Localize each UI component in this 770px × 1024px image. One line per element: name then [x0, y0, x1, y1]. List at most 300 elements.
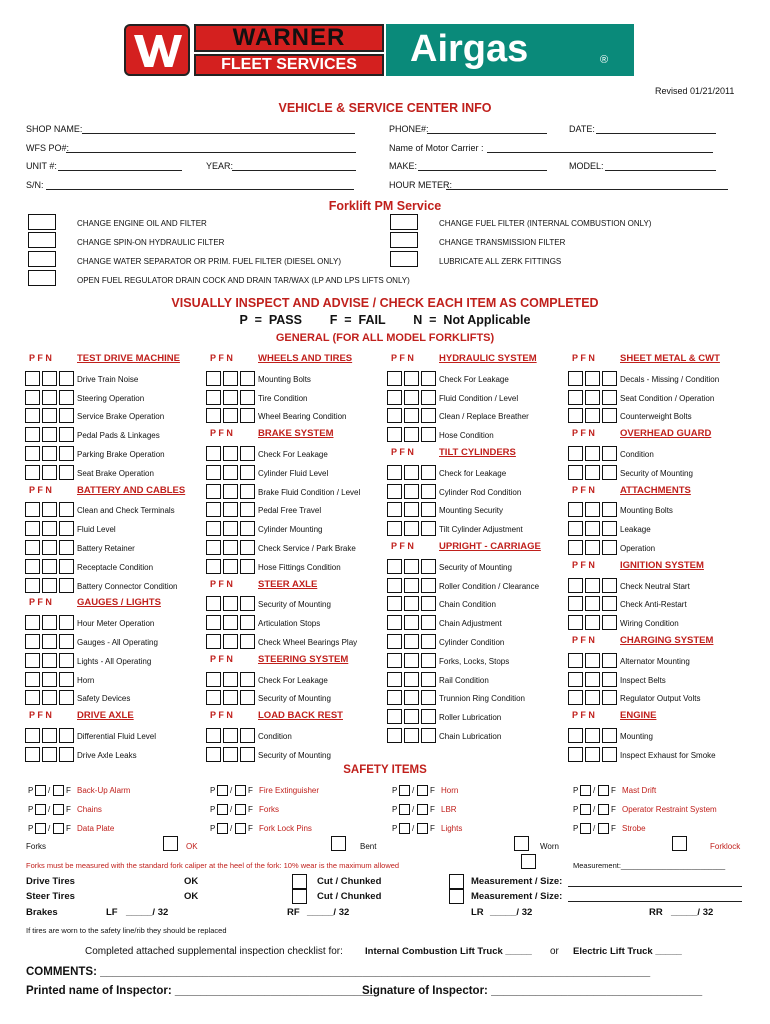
model-field[interactable]: [605, 170, 716, 171]
checkbox-fail[interactable]: [585, 465, 600, 480]
checkbox-fail[interactable]: [585, 521, 600, 536]
checkbox-na[interactable]: [59, 690, 74, 705]
checkbox-na[interactable]: [421, 596, 436, 611]
checkbox-fail[interactable]: [223, 672, 238, 687]
checkbox-fail[interactable]: [585, 578, 600, 593]
checkbox-pass[interactable]: [206, 540, 221, 555]
checkbox-fail[interactable]: [223, 484, 238, 499]
checkbox-fail[interactable]: [223, 408, 238, 423]
checkbox-na[interactable]: [421, 653, 436, 668]
checkbox-pass[interactable]: [206, 484, 221, 499]
safety-fail-checkbox[interactable]: [417, 785, 428, 796]
checkbox-fail[interactable]: [585, 502, 600, 517]
sn-field[interactable]: [46, 189, 354, 190]
checkbox-na[interactable]: [602, 521, 617, 536]
safety-item-label: Mast Drift: [622, 786, 657, 795]
checkbox-fail[interactable]: [223, 465, 238, 480]
checkbox-na[interactable]: [59, 615, 74, 630]
checkbox-pass[interactable]: [206, 672, 221, 687]
checkbox-pass[interactable]: [25, 634, 40, 649]
steer-tires-measure-field[interactable]: [568, 901, 742, 902]
checkbox-na[interactable]: [240, 521, 255, 536]
safety-fail-checkbox[interactable]: [417, 823, 428, 834]
safety-fail-letter: F: [430, 824, 435, 833]
checkbox-fail[interactable]: [223, 446, 238, 461]
checkbox-fail[interactable]: [42, 653, 57, 668]
checkbox-pass[interactable]: [25, 690, 40, 705]
checkbox-fail[interactable]: [42, 672, 57, 687]
checkbox-fail[interactable]: [42, 540, 57, 555]
checkbox-na[interactable]: [59, 371, 74, 386]
safety-pass-checkbox[interactable]: [580, 785, 591, 796]
internal-combustion-option[interactable]: Internal Combustion Lift Truck _____: [365, 946, 532, 957]
checkbox-na[interactable]: [240, 540, 255, 555]
checkbox-fail[interactable]: [42, 615, 57, 630]
checkbox-fail[interactable]: [223, 690, 238, 705]
checkbox-fail[interactable]: [404, 672, 419, 687]
checkbox-na[interactable]: [59, 728, 74, 743]
checkbox-pass[interactable]: [387, 559, 402, 574]
checkbox-pass[interactable]: [25, 521, 40, 536]
safety-fail-checkbox[interactable]: [53, 804, 64, 815]
checkbox-pass[interactable]: [568, 446, 583, 461]
safety-slash: /: [593, 786, 596, 795]
checkbox-pass[interactable]: [387, 465, 402, 480]
checkbox-fail[interactable]: [404, 596, 419, 611]
checkbox-na[interactable]: [240, 672, 255, 687]
safety-pass-checkbox[interactable]: [580, 823, 591, 834]
shop-name-field[interactable]: [82, 133, 355, 134]
checkbox-pass[interactable]: [387, 728, 402, 743]
checkbox-fail[interactable]: [223, 371, 238, 386]
checkbox-na[interactable]: [602, 747, 617, 762]
checkbox-fail[interactable]: [42, 559, 57, 574]
checkbox-na[interactable]: [421, 559, 436, 574]
checkbox-pass[interactable]: [568, 521, 583, 536]
date-field[interactable]: [596, 133, 716, 134]
checkbox-pass[interactable]: [25, 559, 40, 574]
checkbox-pass[interactable]: [206, 371, 221, 386]
checkbox-fail[interactable]: [42, 465, 57, 480]
checkbox-na[interactable]: [602, 502, 617, 517]
checkbox-na[interactable]: [421, 390, 436, 405]
brakes-rr-field[interactable]: _____/ 32: [671, 907, 714, 918]
checkbox-fail[interactable]: [585, 390, 600, 405]
checkbox-fail[interactable]: [42, 446, 57, 461]
checkbox-na[interactable]: [602, 540, 617, 555]
checkbox-pass[interactable]: [206, 465, 221, 480]
checkbox-na[interactable]: [240, 634, 255, 649]
drive-tires-measure-checkbox[interactable]: [449, 874, 464, 889]
checkbox-pass[interactable]: [568, 596, 583, 611]
safety-slash: /: [48, 805, 51, 814]
checkbox-fail[interactable]: [42, 747, 57, 762]
checklist-item-label: Security of Mounting: [258, 751, 331, 760]
checkbox-pass[interactable]: [206, 596, 221, 611]
checklist-item-label: Battery Connector Condition: [77, 582, 178, 591]
checkbox-pass[interactable]: [387, 615, 402, 630]
checkbox-na[interactable]: [602, 371, 617, 386]
checkbox-pass[interactable]: [25, 747, 40, 762]
checkbox-fail[interactable]: [42, 427, 57, 442]
pfn-header: P F N: [29, 597, 52, 607]
checkbox-pass[interactable]: [568, 371, 583, 386]
make-field[interactable]: [418, 170, 547, 171]
checkbox-na[interactable]: [421, 578, 436, 593]
checkbox-pass[interactable]: [25, 728, 40, 743]
checkbox-na[interactable]: [421, 371, 436, 386]
checkbox-na[interactable]: [240, 559, 255, 574]
checkbox-na[interactable]: [240, 747, 255, 762]
checkbox-fail[interactable]: [223, 747, 238, 762]
checkbox-na[interactable]: [240, 390, 255, 405]
safety-slash: /: [412, 786, 415, 795]
checkbox-fail[interactable]: [585, 371, 600, 386]
checkbox-pass[interactable]: [206, 634, 221, 649]
checklist-item-label: Lights - All Operating: [77, 657, 152, 666]
checkbox-pass[interactable]: [387, 521, 402, 536]
checkbox-na[interactable]: [59, 502, 74, 517]
checkbox-na[interactable]: [240, 465, 255, 480]
checklist-item-label: Security of Mounting: [258, 600, 331, 609]
forks-ok-checkbox[interactable]: [163, 836, 178, 851]
checkbox-na[interactable]: [240, 690, 255, 705]
checkbox-pass[interactable]: [206, 728, 221, 743]
safety-slash: /: [48, 824, 51, 833]
checkbox-pass[interactable]: [387, 653, 402, 668]
safety-fail-checkbox[interactable]: [235, 804, 246, 815]
checkbox-fail[interactable]: [404, 690, 419, 705]
drive-tires-cut-checkbox[interactable]: [292, 874, 307, 889]
brakes-lr-field[interactable]: _____/ 32: [490, 907, 533, 918]
pm-checkbox-fuel-regulator[interactable]: [28, 270, 56, 286]
checkbox-pass[interactable]: [25, 540, 40, 555]
hour-meter-field[interactable]: [446, 189, 728, 190]
checkbox-na[interactable]: [421, 521, 436, 536]
checkbox-fail[interactable]: [223, 634, 238, 649]
checkbox-fail[interactable]: [42, 408, 57, 423]
forks-forklock-checkbox[interactable]: [672, 836, 687, 851]
checkbox-pass[interactable]: [387, 634, 402, 649]
checklist-section-heading: LOAD BACK REST: [258, 710, 343, 721]
checkbox-fail[interactable]: [42, 390, 57, 405]
checklist-item-label: Security of Mounting: [620, 469, 693, 478]
checkbox-pass[interactable]: [387, 578, 402, 593]
safety-pass-checkbox[interactable]: [35, 804, 46, 815]
safety-pass-checkbox[interactable]: [35, 823, 46, 834]
checkbox-na[interactable]: [240, 371, 255, 386]
checkbox-na[interactable]: [59, 559, 74, 574]
checkbox-na[interactable]: [59, 465, 74, 480]
checkbox-fail[interactable]: [42, 371, 57, 386]
checkbox-fail[interactable]: [585, 672, 600, 687]
checkbox-na[interactable]: [59, 578, 74, 593]
checkbox-pass[interactable]: [206, 408, 221, 423]
checkbox-pass[interactable]: [568, 615, 583, 630]
checkbox-pass[interactable]: [568, 728, 583, 743]
checkbox-pass[interactable]: [206, 502, 221, 517]
checkbox-fail[interactable]: [404, 521, 419, 536]
checkbox-fail[interactable]: [404, 615, 419, 630]
forks-bent-checkbox[interactable]: [331, 836, 346, 851]
checkbox-fail[interactable]: [223, 502, 238, 517]
checkbox-pass[interactable]: [568, 465, 583, 480]
checkbox-pass[interactable]: [387, 502, 402, 517]
checkbox-pass[interactable]: [25, 672, 40, 687]
safety-fail-checkbox[interactable]: [53, 823, 64, 834]
checkbox-na[interactable]: [59, 672, 74, 687]
checkbox-na[interactable]: [240, 615, 255, 630]
checkbox-pass[interactable]: [387, 596, 402, 611]
checkbox-na[interactable]: [421, 709, 436, 724]
checkbox-pass[interactable]: [206, 615, 221, 630]
unit-field[interactable]: [58, 170, 182, 171]
checkbox-fail[interactable]: [585, 446, 600, 461]
checkbox-pass[interactable]: [25, 578, 40, 593]
safety-fail-checkbox[interactable]: [53, 785, 64, 796]
checkbox-fail[interactable]: [585, 690, 600, 705]
pm-checkbox-spin-on[interactable]: [28, 232, 56, 248]
checkbox-na[interactable]: [59, 408, 74, 423]
warner-logo-title: WARNER: [194, 24, 384, 52]
checkbox-fail[interactable]: [223, 521, 238, 536]
checkbox-fail[interactable]: [42, 502, 57, 517]
checklist-item-label: Pedal Pads & Linkages: [77, 431, 160, 440]
safety-pass-checkbox[interactable]: [35, 785, 46, 796]
checkbox-na[interactable]: [602, 578, 617, 593]
checkbox-fail[interactable]: [404, 502, 419, 517]
checkbox-na[interactable]: [602, 390, 617, 405]
checkbox-pass[interactable]: [568, 502, 583, 517]
brakes-lf-field[interactable]: _____/ 32: [126, 907, 169, 918]
steer-tires-cut-checkbox[interactable]: [292, 889, 307, 904]
checkbox-pass[interactable]: [25, 371, 40, 386]
checklist-item-label: Cylinder Mounting: [258, 525, 323, 534]
checkbox-na[interactable]: [421, 672, 436, 687]
checkbox-pass[interactable]: [387, 408, 402, 423]
checkbox-pass[interactable]: [387, 484, 402, 499]
checkbox-fail[interactable]: [404, 653, 419, 668]
checkbox-pass[interactable]: [206, 390, 221, 405]
checkbox-na[interactable]: [240, 502, 255, 517]
checkbox-fail[interactable]: [404, 578, 419, 593]
checkbox-pass[interactable]: [206, 690, 221, 705]
checkbox-pass[interactable]: [568, 578, 583, 593]
checkbox-pass[interactable]: [25, 615, 40, 630]
checkbox-fail[interactable]: [223, 559, 238, 574]
checkbox-fail[interactable]: [404, 484, 419, 499]
pm-checkbox-zerk-fittings[interactable]: [390, 251, 418, 267]
safety-fail-checkbox[interactable]: [235, 823, 246, 834]
checklist-section-heading: WHEELS AND TIRES: [258, 353, 353, 364]
checkbox-na[interactable]: [59, 521, 74, 536]
safety-fail-letter: F: [66, 786, 71, 795]
safety-fail-checkbox[interactable]: [598, 804, 609, 815]
safety-fail-checkbox[interactable]: [417, 804, 428, 815]
checkbox-pass[interactable]: [568, 540, 583, 555]
checkbox-fail[interactable]: [404, 559, 419, 574]
year-field[interactable]: [232, 170, 356, 171]
brakes-rf-field[interactable]: _____/ 32: [307, 907, 350, 918]
checkbox-na[interactable]: [421, 427, 436, 442]
checkbox-na[interactable]: [59, 446, 74, 461]
checkbox-na[interactable]: [240, 596, 255, 611]
checkbox-fail[interactable]: [585, 653, 600, 668]
forks-measurement-field[interactable]: Measurement:_________________________: [573, 861, 726, 870]
checkbox-na[interactable]: [421, 484, 436, 499]
drive-tires-measure-field[interactable]: [568, 886, 742, 887]
checkbox-fail[interactable]: [585, 728, 600, 743]
checkbox-fail[interactable]: [585, 408, 600, 423]
checkbox-fail[interactable]: [404, 371, 419, 386]
steer-tires-measure-checkbox[interactable]: [449, 889, 464, 904]
safety-pass-checkbox[interactable]: [399, 785, 410, 796]
safety-pass-checkbox[interactable]: [217, 823, 228, 834]
safety-fail-checkbox[interactable]: [598, 785, 609, 796]
checkbox-fail[interactable]: [585, 615, 600, 630]
checkbox-fail[interactable]: [223, 540, 238, 555]
unit-label: UNIT #:: [26, 161, 57, 171]
safety-pass-checkbox[interactable]: [217, 804, 228, 815]
drive-tires-measure-label: Measurement / Size:: [471, 876, 563, 887]
safety-pass-checkbox[interactable]: [399, 804, 410, 815]
safety-fail-checkbox[interactable]: [235, 785, 246, 796]
checkbox-fail[interactable]: [42, 690, 57, 705]
checkbox-na[interactable]: [602, 408, 617, 423]
checkbox-fail[interactable]: [404, 634, 419, 649]
checkbox-na[interactable]: [240, 728, 255, 743]
wfs-po-field[interactable]: [66, 152, 356, 153]
checkbox-fail[interactable]: [42, 634, 57, 649]
checkbox-na[interactable]: [602, 446, 617, 461]
motor-carrier-field[interactable]: [487, 152, 713, 153]
checkbox-na[interactable]: [602, 596, 617, 611]
checkbox-fail[interactable]: [585, 747, 600, 762]
checkbox-na[interactable]: [59, 427, 74, 442]
checkbox-fail[interactable]: [404, 390, 419, 405]
checkbox-fail[interactable]: [404, 465, 419, 480]
safety-fail-checkbox[interactable]: [598, 823, 609, 834]
checkbox-fail[interactable]: [404, 408, 419, 423]
checkbox-fail[interactable]: [42, 578, 57, 593]
checklist-item-label: Forks, Locks, Stops: [439, 657, 510, 666]
safety-pass-checkbox[interactable]: [399, 823, 410, 834]
comments-field[interactable]: COMMENTS: ______________________________________________________________________________________: [26, 966, 651, 978]
checkbox-na[interactable]: [421, 502, 436, 517]
pm-checkbox-fuel-filter[interactable]: [390, 214, 418, 230]
checkbox-na[interactable]: [602, 653, 617, 668]
checkbox-na[interactable]: [59, 634, 74, 649]
brakes-rf-label: RF: [287, 907, 300, 918]
checkbox-na[interactable]: [59, 747, 74, 762]
checkbox-pass[interactable]: [387, 709, 402, 724]
checkbox-na[interactable]: [602, 690, 617, 705]
safety-pass-letter: P: [392, 824, 398, 833]
checkbox-na[interactable]: [59, 653, 74, 668]
checkbox-pass[interactable]: [568, 653, 583, 668]
safety-pass-checkbox[interactable]: [217, 785, 228, 796]
checkbox-pass[interactable]: [206, 446, 221, 461]
checkbox-fail[interactable]: [223, 615, 238, 630]
checkbox-fail[interactable]: [42, 521, 57, 536]
checkbox-na[interactable]: [421, 634, 436, 649]
checkbox-fail[interactable]: [585, 596, 600, 611]
checkbox-pass[interactable]: [568, 672, 583, 687]
checkbox-na[interactable]: [421, 728, 436, 743]
checkbox-pass[interactable]: [568, 408, 583, 423]
checkbox-na[interactable]: [59, 390, 74, 405]
checkbox-na[interactable]: [421, 690, 436, 705]
checkbox-na[interactable]: [421, 465, 436, 480]
checklist-section-heading: TEST DRIVE MACHINE: [77, 353, 180, 364]
or-label: or: [550, 946, 559, 957]
checkbox-pass[interactable]: [387, 427, 402, 442]
checkbox-na[interactable]: [421, 408, 436, 423]
checkbox-fail[interactable]: [404, 709, 419, 724]
checkbox-na[interactable]: [602, 728, 617, 743]
checkbox-pass[interactable]: [25, 465, 40, 480]
forks-measurement-checkbox[interactable]: [521, 854, 536, 869]
printed-name-field[interactable]: Printed name of Inspector: _______________________________: [26, 985, 374, 997]
checkbox-na[interactable]: [59, 540, 74, 555]
electric-option[interactable]: Electric Lift Truck _____: [573, 946, 682, 957]
checkbox-na[interactable]: [240, 446, 255, 461]
checkbox-pass[interactable]: [25, 408, 40, 423]
phone-field[interactable]: [427, 133, 547, 134]
checklist-section-heading: UPRIGHT - CARRIAGE: [439, 541, 541, 552]
checkbox-pass[interactable]: [387, 672, 402, 687]
checkbox-pass[interactable]: [387, 690, 402, 705]
pm-checkbox-water-separator[interactable]: [28, 251, 56, 267]
checkbox-pass[interactable]: [387, 371, 402, 386]
checkbox-na[interactable]: [421, 615, 436, 630]
checkbox-pass[interactable]: [25, 653, 40, 668]
checkbox-pass[interactable]: [25, 427, 40, 442]
checkbox-pass[interactable]: [206, 521, 221, 536]
signature-field[interactable]: Signature of Inspector: _________________________________: [362, 985, 703, 997]
pm-checkbox-transmission-filter[interactable]: [390, 232, 418, 248]
checkbox-pass[interactable]: [387, 390, 402, 405]
checkbox-fail[interactable]: [42, 728, 57, 743]
checkbox-na[interactable]: [602, 615, 617, 630]
safety-slash: /: [593, 824, 596, 833]
checkbox-pass[interactable]: [568, 390, 583, 405]
checkbox-pass[interactable]: [568, 747, 583, 762]
safety-fail-letter: F: [611, 805, 616, 814]
checkbox-pass[interactable]: [25, 446, 40, 461]
checkbox-pass[interactable]: [568, 690, 583, 705]
checkbox-fail[interactable]: [223, 390, 238, 405]
checkbox-fail[interactable]: [404, 427, 419, 442]
checkbox-pass[interactable]: [25, 502, 40, 517]
checkbox-fail[interactable]: [223, 596, 238, 611]
checkbox-na[interactable]: [602, 672, 617, 687]
safety-pass-checkbox[interactable]: [580, 804, 591, 815]
checkbox-na[interactable]: [240, 484, 255, 499]
forks-worn-checkbox[interactable]: [514, 836, 529, 851]
checkbox-fail[interactable]: [585, 540, 600, 555]
pm-checkbox-engine-oil[interactable]: [28, 214, 56, 230]
checkbox-pass[interactable]: [25, 390, 40, 405]
checklist-item-label: Trunnion Ring Condition: [439, 694, 525, 703]
checkbox-na[interactable]: [240, 408, 255, 423]
checkbox-pass[interactable]: [206, 747, 221, 762]
checkbox-fail[interactable]: [223, 728, 238, 743]
forks-label: Forks: [26, 842, 46, 851]
checkbox-fail[interactable]: [404, 728, 419, 743]
checkbox-na[interactable]: [602, 465, 617, 480]
checkbox-pass[interactable]: [206, 559, 221, 574]
